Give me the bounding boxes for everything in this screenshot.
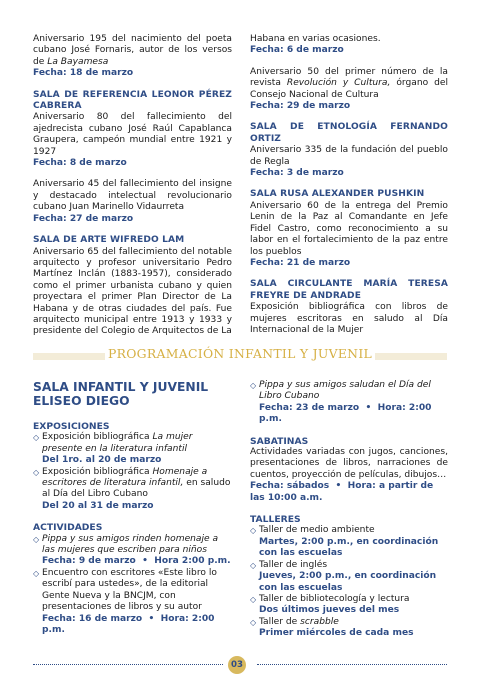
section-banner (33, 346, 447, 368)
expo-2-text-b: en saludo al Día del Libro Cubano (42, 478, 231, 500)
habana-fecha: Fecha: 6 de marzo (250, 45, 344, 56)
revista-text-b: órgano del Consejo Nacional de Cultura (250, 78, 448, 100)
bottom-right-column (250, 380, 448, 640)
taller-2-when: Jueves, 2:00 p.m., en coordinación con las escuelas (259, 571, 437, 593)
activ-2-when: Fecha: 16 de marzo • Hora: 2:00 p.m. (42, 613, 215, 635)
taller-1 (250, 525, 448, 536)
footer-rule-right (257, 664, 447, 666)
activ-item-1 (33, 534, 232, 557)
taller-4-when: Primer miércoles de cada mes (259, 628, 414, 639)
pippa-italic: Pippa y sus amigos saludan el Día del Libro Cubano (259, 380, 431, 402)
intro-text-main: Aniversario 195 del nacimiento del poeta cubano José Fornaris, autor de los versos de (33, 34, 232, 67)
sabatinas-hora: Hora: a partir de las 10:00 a.m. (250, 481, 434, 503)
intro-italic: La Bayamesa (47, 56, 109, 67)
pippa-fecha: Fecha: 23 de marzo (259, 402, 360, 413)
diamond-bullet-icon: ◇ (250, 381, 257, 390)
revista-text-a: Aniversario 50 del primer número de la revista (250, 66, 448, 89)
taller-3 (250, 594, 448, 605)
diamond-bullet-icon: ◇ (250, 617, 257, 627)
top-left-column (33, 34, 232, 338)
marinello-text: Aniversario 45 del fallecimiento del insigne y destacado intelectual revolucionario cubano Juan Marinello Vidaurreta (33, 179, 232, 213)
taller-4 (250, 617, 448, 628)
martinez-inclan-text: Aniversario 65 del fallecimiento del notable arquitecto y profesor universitario Pedro Martínez Inclán (1883-1957), considerado como el primer urbanista cubano y quien proyectara el primer Plan Director de La Habana y de otras ciudades del país. Fue arquitecto municipal entre 1913 y 1933 y presidente del Colegio de Arquitectos de La (33, 246, 232, 337)
marinello-fecha: Fecha: 27 de marzo (33, 213, 134, 224)
sabatinas-when: Fecha: sábados • Hora: a partir de las 10:00 a.m. (250, 481, 434, 503)
taller-4-italic: scrabble (300, 616, 339, 627)
intro-text (33, 34, 232, 68)
diamond-bullet-icon: ◇ (33, 534, 40, 544)
sala-referencia-title: SALA DE REFERENCIA LEONOR PÉREZ CABRERA (33, 89, 232, 112)
expo-1-text: Exposición bibliográfica (42, 432, 150, 443)
taller-2 (250, 560, 448, 571)
expo-1-italic: La mujer presente en la literatura infantil (42, 432, 193, 454)
diamond-bullet-icon: ◇ (33, 433, 40, 443)
taller-3-when: Dos últimos jueves del mes (259, 605, 400, 616)
capablanca-fecha: Fecha: 8 de marzo (33, 158, 127, 169)
activ-2-hora: Hora: 2:00 p.m. (42, 613, 215, 635)
lenin-fecha: Fecha: 21 de marzo (250, 257, 351, 268)
taller-1-label: Taller de medio ambiente (259, 525, 375, 536)
sala-rusa-title: SALA RUSA ALEXANDER PUSHKIN (250, 189, 425, 200)
expo-2-text: Exposición bibliográfica (42, 466, 150, 477)
top-right-column (250, 34, 448, 336)
lenin-text: Aniversario 60 de la entrega del Premio Lenin de la Paz al Comandante en Jefe Fidel Castro, como reconocimiento a su labor en el fortalecimiento de la paz entre los pueblos (250, 200, 448, 257)
diamond-bullet-icon: ◇ (33, 568, 40, 578)
sabatinas-heading: SABATINAS (250, 435, 309, 447)
expo-2-italic: Homenaje a escritores de literatura infantil, (42, 466, 208, 489)
activ-1-fecha: Fecha: 9 de marzo (42, 556, 136, 567)
regla-fecha: Fecha: 3 de marzo (250, 168, 344, 179)
activ-2-text: Encuentro con escritores «Este libro lo escribí para ustedes», de la editorial Gente Nueva y la BNCJM, con presentaciones de libros y su autor (42, 567, 217, 613)
activ-1-when: Fecha: 9 de marzo • Hora 2:00 p.m. (42, 556, 231, 567)
bottom-left-column (33, 380, 232, 636)
intro-fecha: Fecha: 18 de marzo (33, 68, 134, 79)
activ-2-fecha: Fecha: 16 de marzo (42, 613, 143, 624)
pippa-item (250, 380, 448, 403)
talleres-heading: TALLERES (250, 514, 301, 526)
exposiciones-heading: EXPOSICIONES (33, 421, 110, 432)
page-number: 03 (231, 660, 243, 670)
taller-1-when: Martes, 2:00 p.m., en coordinación con las escuelas (259, 536, 439, 559)
expo-1-date: Del 1ro. al 20 de marzo (42, 455, 162, 466)
sala-arte-title: SALA DE ARTE WIFREDO LAM (33, 235, 185, 246)
actividades-heading: ACTIVIDADES (33, 522, 103, 534)
revista-text (250, 67, 448, 101)
diamond-bullet-icon: ◇ (250, 526, 257, 536)
activ-item-2 (33, 568, 232, 614)
footer-rule-left (33, 664, 223, 666)
diamond-bullet-icon: ◇ (250, 594, 257, 604)
taller-4-label: Taller de (259, 616, 298, 627)
habana-cont-text: Habana en varias ocasiones. (250, 34, 381, 44)
taller-2-label: Taller de inglés (259, 559, 328, 570)
sabatinas-text: Actividades variadas con jugos, canciones, presentaciones de libros, narraciones de cuentos, proyección de películas, dibujos… (250, 447, 448, 480)
diamond-bullet-icon: ◇ (250, 560, 257, 570)
revista-fecha: Fecha: 29 de marzo (250, 101, 351, 112)
mujer-text: Exposición bibliográfica con libros de mujeres escritoras en saludo al Día Internacional de la Mujer (250, 302, 448, 335)
activ-1-italic: Pippa y sus amigos rinden homenaje a las mujeres que escriben para niños (42, 533, 219, 556)
regla-text: Aniversario 335 de la fundación del pueblo de Regla (250, 145, 448, 167)
capablanca-text: Aniversario 80 del fallecimiento del ajedrecista cubano José Raúl Capablanca Graupera, campeón mundial entre 1921 y 1927 (33, 112, 232, 157)
activ-1-hora: Hora 2:00 p.m. (154, 556, 231, 567)
sala-circulante-title: SALA CIRCULANTE MARÍA TERESA FREYRE DE ANDRADE (250, 279, 448, 301)
sabatinas-fecha: Fecha: sábados (250, 481, 330, 492)
sala-infantil-title: SALA INFANTIL Y JUVENIL ELISEO DIEGO (33, 380, 209, 408)
pippa-when: Fecha: 23 de marzo • Hora: 2:00 p.m. (259, 402, 432, 425)
page-number-badge (228, 656, 246, 674)
banner-title: PROGRAMACIÓN INFANTIL Y JUVENIL (107, 346, 373, 361)
expo-item-1 (33, 432, 232, 455)
sala-etnologia-title: SALA DE ETNOLOGÍA FERNANDO ORTIZ (250, 122, 448, 144)
expo-item-2 (33, 467, 232, 501)
taller-3-label: Taller de bibliotecología y lectura (259, 593, 410, 604)
pippa-hora: Hora: 2:00 p.m. (259, 402, 432, 425)
expo-2-date: Del 20 al 31 de marzo (42, 500, 154, 511)
revista-italic: Revolución y Cultura, (286, 78, 391, 89)
diamond-bullet-icon: ◇ (33, 467, 40, 477)
